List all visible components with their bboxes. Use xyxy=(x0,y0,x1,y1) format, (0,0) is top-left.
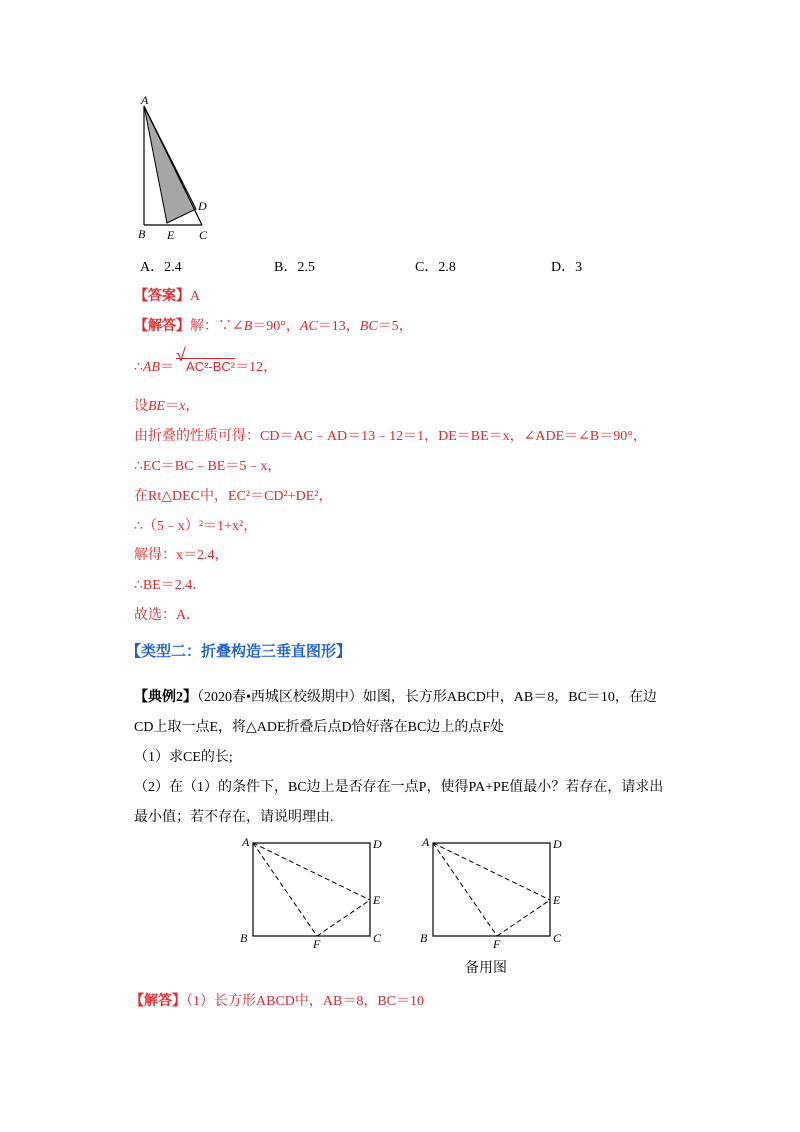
label-d: D xyxy=(373,837,382,851)
question-1: （1）求CE的长; xyxy=(134,750,233,765)
example-line-1: 【典例2】（2020春•西城区校级期中）如图，长方形ABCD中，AB＝8，BC＝10，在边 xyxy=(134,690,657,705)
label-d: D xyxy=(198,199,207,213)
option-b: B．2.5 xyxy=(274,260,315,275)
rectangle-figure xyxy=(236,830,386,955)
solution-line-9: ∴BE＝2.4． xyxy=(134,578,207,593)
solution-line-4: 由折叠的性质可得：CD＝AC﹣AD＝13﹣12＝1，DE＝BE＝x，∠ADE＝∠B＝90°， xyxy=(134,429,647,444)
option-c: C．2.8 xyxy=(415,260,456,275)
label-a: A xyxy=(422,835,430,849)
solution-line-1: 【解答】解：∵∠B＝90°，AC＝13，BC＝5， xyxy=(134,319,413,334)
solution-line-2: ∴AB＝ √ AC²-BC²＝12， xyxy=(134,345,278,375)
example-line-2: CD上取一点E，将△ADE折叠后点D恰好落在BC边上的点F处 xyxy=(134,720,505,735)
shaded-triangle-ade xyxy=(144,106,196,223)
solution-line-7: ∴（5﹣x）²＝1+x²， xyxy=(134,519,258,534)
label-e: E xyxy=(373,893,381,907)
label-b: B xyxy=(138,227,146,241)
label-b: B xyxy=(420,931,428,945)
sqrt-expression: √ AC²-BC² xyxy=(176,345,236,374)
label-a: A xyxy=(242,835,250,849)
label-e: E xyxy=(553,893,561,907)
label-b: B xyxy=(240,931,248,945)
option-d: D．3 xyxy=(551,260,583,275)
label-c: C xyxy=(373,931,382,945)
triangle-figure xyxy=(136,92,216,242)
backup-rectangle-figure xyxy=(416,830,566,955)
label-a: A xyxy=(141,93,149,107)
label-f: F xyxy=(493,937,501,951)
backup-figure-caption: 备用图 xyxy=(465,960,507,976)
answer-line: 【答案】A xyxy=(134,289,201,304)
label-e: E xyxy=(167,228,175,242)
label-c: C xyxy=(553,931,562,945)
label-d: D xyxy=(553,837,562,851)
option-a: A．2.4 xyxy=(140,260,182,275)
solution-line-10: 故选：A． xyxy=(134,608,201,623)
question-2b: 最小值；若不存在，请说明理由. xyxy=(134,810,334,825)
final-solution-line: 【解答】（1）长方形ABCD中，AB＝8，BC＝10 xyxy=(130,994,425,1009)
section-title: 【类型二：折叠构造三垂直图形】 xyxy=(126,642,352,660)
solution-line-6: 在Rt△DEC中，EC²＝CD²+DE²， xyxy=(134,489,333,504)
solution-line-8: 解得：x＝2.4， xyxy=(134,548,229,563)
label-f: F xyxy=(313,937,321,951)
question-2a: （2）在（1）的条件下，BC边上是否存在一点P，使得PA+PE值最小？若存在，请求出 xyxy=(134,780,664,795)
label-c: C xyxy=(199,228,208,242)
solution-line-5: ∴EC＝BC﹣BE＝5﹣x， xyxy=(134,459,282,474)
solution-line-3: 设BE＝x， xyxy=(134,399,200,414)
